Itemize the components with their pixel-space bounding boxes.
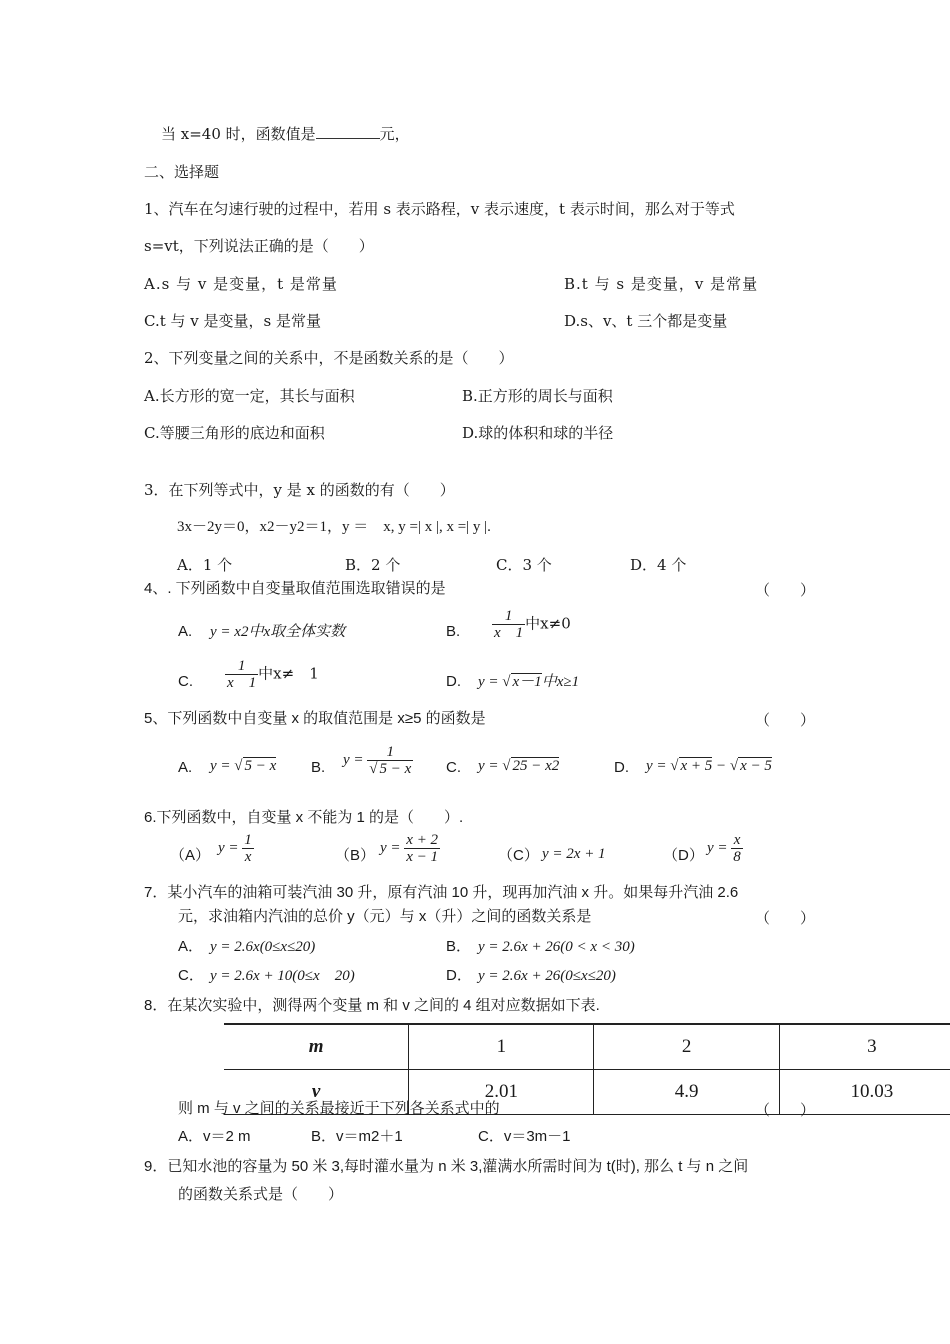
q5-option-d-label: D. bbox=[614, 759, 629, 776]
q5-option-c-label: C. bbox=[446, 759, 461, 776]
q7-option-b-label: B． bbox=[446, 938, 472, 955]
table-cell: 2 bbox=[594, 1024, 779, 1070]
q7-option-a-label: A． bbox=[178, 938, 204, 955]
q5-b-lhs: y = bbox=[343, 751, 368, 768]
q5-option-b-label: B. bbox=[311, 759, 326, 776]
q5-option-a-label: A. bbox=[178, 759, 193, 776]
q5-d-radicand-1: x + 5 bbox=[680, 758, 713, 774]
q6-b-numerator: x + 2 bbox=[406, 832, 439, 848]
q3-option-d: D．4 个 bbox=[630, 556, 687, 574]
q5-c-lhs: y = bbox=[478, 758, 503, 774]
answer-blank bbox=[316, 124, 380, 139]
fill-blank-text: 当 x=40 时，函数值是 bbox=[161, 125, 316, 143]
q4-b-numerator: 1 bbox=[492, 608, 525, 625]
q7-option-c-label: C． bbox=[178, 967, 204, 984]
q8-ask: 则 m 与 v 之间的关系最接近于下列各关系式中的 bbox=[178, 1100, 500, 1117]
q3-equations: 3x－2y＝0，x2－y2＝1，y ＝ x, y =| x |, x =| y |. bbox=[177, 519, 491, 535]
q5-answer-paren: （ ） bbox=[755, 712, 816, 729]
q1-option-d: D.s、v、t 三个都是变量 bbox=[564, 312, 728, 330]
q4-c-denominator: x 1 bbox=[227, 675, 257, 691]
q5-stem: 5、下列函数中自变量 x 的取值范围是 x≥5 的函数是 bbox=[144, 710, 486, 727]
q4-d-condition: 中x≥1 bbox=[541, 674, 580, 690]
q8-answer-paren: （ ） bbox=[755, 1102, 816, 1119]
q6-d-denominator: 8 bbox=[733, 849, 741, 865]
q2-option-b: B.正方形的周长与面积 bbox=[462, 387, 613, 405]
q4-option-c-label: C. bbox=[178, 673, 193, 690]
q7-option-a-expr: y = 2.6x(0≤x≤20) bbox=[210, 939, 316, 955]
q6-option-c-label: （C） bbox=[498, 847, 539, 864]
q5-option-b-expr: y = $\frac{1}{√ 5 - x}$ bbox=[343, 744, 412, 777]
q3-option-b: B．2 个 bbox=[345, 556, 401, 574]
q6-option-d-label: （D） bbox=[663, 847, 704, 864]
section-heading: 二、选择题 bbox=[144, 163, 220, 181]
q6-option-b-label: （B） bbox=[335, 847, 376, 864]
table-cell: 3 bbox=[779, 1024, 950, 1070]
q5-a-lhs: y = bbox=[210, 758, 235, 774]
table-cell: 2.01 bbox=[409, 1070, 594, 1115]
q6-option-d-expr bbox=[707, 832, 743, 865]
q7-option-c-expr: y = 2.6x + 10(0≤x 20) bbox=[210, 968, 355, 984]
table-cell: 10.03 bbox=[779, 1070, 950, 1115]
table-cell: 4.9 bbox=[594, 1070, 779, 1115]
fill-blank-unit: 元， bbox=[379, 125, 410, 143]
q5-d-minus: − bbox=[712, 758, 730, 774]
q5-option-d-expr: y = √ x + 5 − √ x − 5 bbox=[646, 758, 772, 774]
q8-stem: 8．在某次实验中，测得两个变量 m 和 v 之间的 4 组对应数据如下表. bbox=[144, 997, 600, 1014]
q7-stem-line1: 7．某小汽车的油箱可装汽油 30 升，原有汽油 10 升，现再加汽油 x 升。如果每升汽油 2.6 bbox=[144, 884, 739, 901]
q4-stem: 4、. 下列函数中自变量取值范围选取错误的是 bbox=[144, 580, 446, 597]
q7-option-d-expr: y = 2.6x + 26(0≤x≤20) bbox=[478, 968, 616, 984]
q4-option-b-label: B. bbox=[446, 623, 461, 640]
table-cell: 1 bbox=[409, 1024, 594, 1070]
q7-answer-paren: （ ） bbox=[755, 910, 816, 927]
q4-b-condition: 中x≠0 bbox=[525, 614, 571, 633]
q4-option-a-label: A. bbox=[178, 623, 193, 640]
table-row-m bbox=[224, 1024, 950, 1070]
q1-stem-line1: 1、汽车在匀速行驶的过程中，若用 s 表示路程，v 表示速度，t 表示时间，那么对于等式 bbox=[144, 200, 735, 218]
q5-d-lhs: y = bbox=[646, 758, 671, 774]
fill-blank-line bbox=[161, 124, 410, 144]
q4-c-condition: 中x≠ 1 bbox=[258, 664, 319, 683]
q6-stem: 6.下列函数中，自变量 x 不能为 1 的是（ ）. bbox=[144, 809, 464, 826]
q3-stem: 3．在下列等式中，y 是 x 的函数的有（ ） bbox=[144, 481, 455, 499]
q4-option-d-expr: y = √ x－1中x≥1 bbox=[478, 674, 580, 690]
q5-b-radicand: 5 − x bbox=[379, 761, 412, 777]
q1-option-c: C.t 与 v 是变量，s 是常量 bbox=[144, 312, 321, 330]
q4-c-numerator: 1 bbox=[225, 658, 258, 675]
q7-option-d-label: D． bbox=[446, 967, 472, 984]
q4-option-b-expr bbox=[492, 608, 571, 641]
q1-option-b: B.t 与 s 是变量，v 是常量 bbox=[564, 275, 759, 293]
q5-option-c-expr: y = √ 25 − x2 bbox=[478, 758, 560, 774]
q6-b-lhs: y = bbox=[380, 839, 405, 856]
q6-a-denominator: x bbox=[244, 849, 252, 865]
q6-d-lhs: y = bbox=[707, 839, 732, 856]
q6-a-numerator: 1 bbox=[244, 832, 252, 848]
q4-option-d-label: D. bbox=[446, 673, 461, 690]
q2-option-c: C.等腰三角形的底边和面积 bbox=[144, 424, 325, 442]
q6-b-denominator: x − 1 bbox=[406, 849, 439, 865]
q6-option-a-expr bbox=[218, 832, 254, 865]
q4-d-radicand: x－1 bbox=[512, 674, 542, 690]
q4-d-lhs: y = bbox=[478, 674, 503, 690]
q8-option-c: C．v＝3m－1 bbox=[478, 1128, 571, 1145]
q3-option-a: A．1 个 bbox=[177, 556, 233, 574]
q6-option-c-expr: y = 2x + 1 bbox=[542, 846, 606, 862]
q2-option-a: A.长方形的宽一定，其长与面积 bbox=[144, 387, 355, 405]
q3-option-c: C．3 个 bbox=[496, 556, 552, 574]
q9-stem-line1: 9．已知水池的容量为 50 米 3,每时灌水量为 n 米 3,灌满水所需时间为 t(时), 那么 t 与 n 之间 bbox=[144, 1158, 749, 1175]
q5-a-radicand: 5 − x bbox=[244, 758, 277, 774]
q4-b-denominator: x 1 bbox=[494, 625, 524, 641]
q4-answer-paren: （ ） bbox=[755, 582, 816, 599]
q9-stem-line2: 的函数关系式是（ ） bbox=[178, 1186, 344, 1203]
q5-option-a-expr: y = √ 5 − x bbox=[210, 758, 277, 774]
q1-option-a: A.s 与 v 是变量，t 是常量 bbox=[144, 275, 338, 293]
q7-stem-line2: 元，求油箱内汽油的总价 y（元）与 x（升）之间的函数关系是 bbox=[178, 908, 592, 925]
table-header-cell: v bbox=[224, 1070, 409, 1115]
q4-option-a-expr: y = x2中x取全体实数 bbox=[210, 624, 346, 640]
q1-stem-line2: s=vt，下列说法正确的是（ ） bbox=[144, 237, 374, 255]
q6-a-lhs: y = bbox=[218, 839, 243, 856]
q5-b-numerator: 1 bbox=[367, 744, 413, 761]
table-header-cell: m bbox=[224, 1024, 409, 1070]
q7-option-b-expr: y = 2.6x + 26(0 < x < 30) bbox=[478, 939, 635, 955]
q4-option-c-expr bbox=[225, 658, 319, 691]
q5-c-radicand: 25 − x2 bbox=[512, 758, 560, 774]
q2-option-d: D.球的体积和球的半径 bbox=[462, 424, 614, 442]
q6-d-numerator: x bbox=[731, 832, 743, 849]
q5-d-radicand-2: x − 5 bbox=[740, 758, 772, 774]
q8-option-a: A．v＝2 m bbox=[178, 1128, 251, 1145]
q6-option-b-expr bbox=[380, 832, 440, 865]
q2-stem: 2、下列变量之间的关系中，不是函数关系的是（ ） bbox=[144, 349, 514, 367]
q6-option-a-label: （A） bbox=[170, 847, 211, 864]
q8-option-b: B．v＝m2＋1 bbox=[311, 1128, 403, 1145]
